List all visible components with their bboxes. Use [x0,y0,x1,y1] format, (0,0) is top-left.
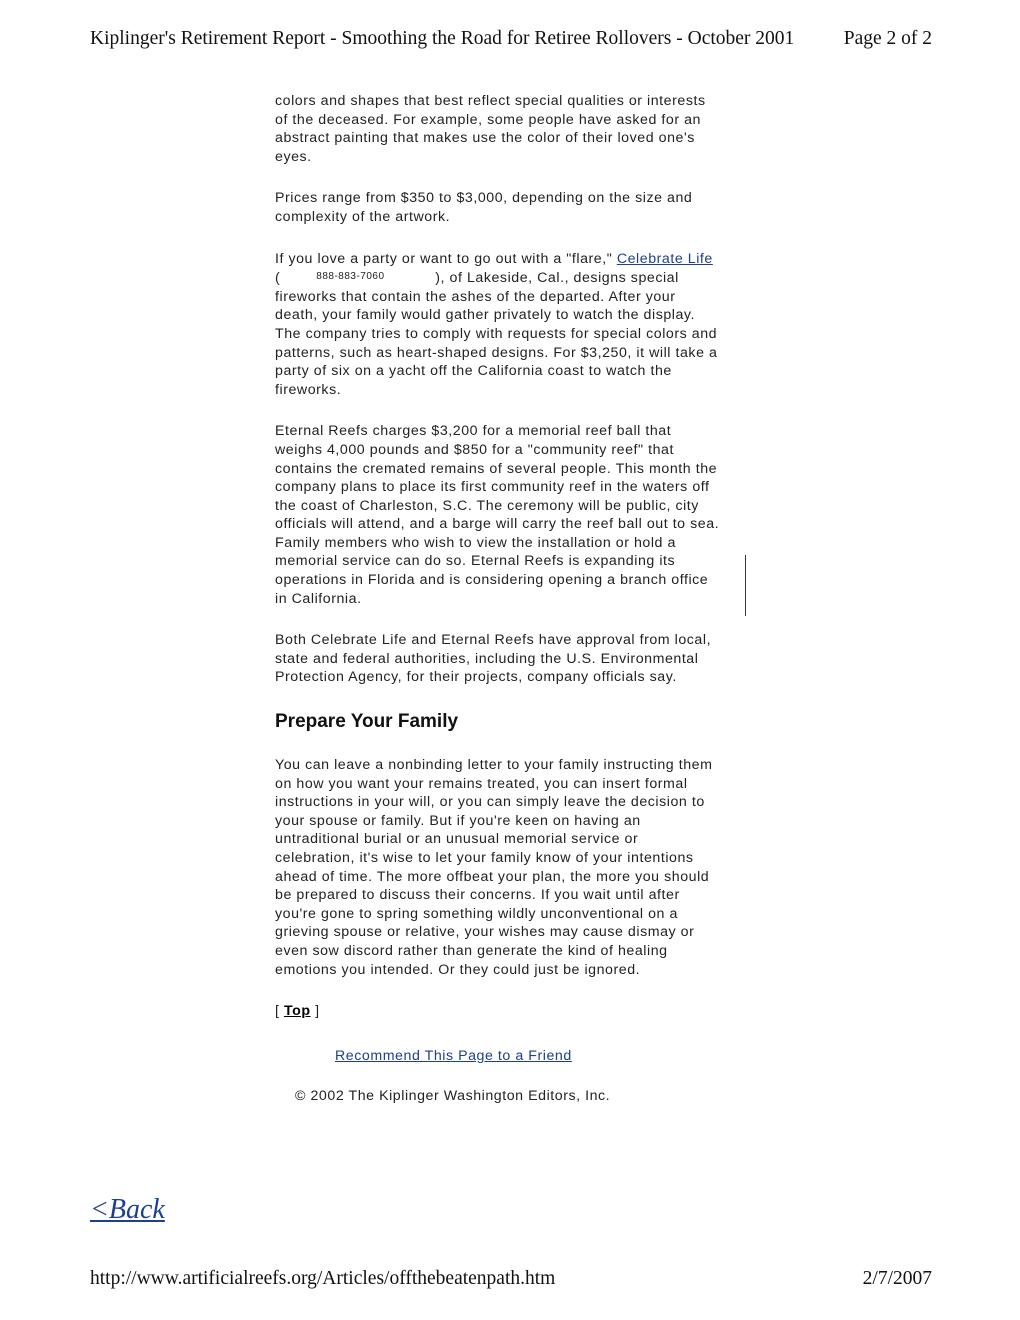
print-header [90,28,932,54]
paragraph-eternal-reefs: Eternal Reefs charges $3,200 for a memorial reef ball that weighs 4,000 pounds and $850 for a "community reef" that contains the cremated remains of several people. This month the company plans to place its first community reef in the waters off the coast of Charleston, S.C. The ceremony will be public, city officials will attend, and a barge will carry the reef ball out to sea. Family members who wish to view the installation or hold a memorial service can do so. Eternal Reefs is expanding its operations in Florida and is considering opening a branch office in California. [275,423,720,607]
paragraph-artwork-colors: colors and shapes that best reflect special qualities or interests of the deceased. For example, some people have asked for an abstract painting that makes use the color of their loved one's eyes. [275,93,706,165]
phone-number: 888-883-7060 [316,271,385,283]
recommend-row [335,1047,720,1066]
vertical-rule [745,555,746,616]
paragraph-text: If you love a party or want to go out with a "flare," [275,250,617,267]
print-date: 2/7/2007 [862,1268,932,1289]
bracket-open: [ [275,1003,284,1020]
page-number: Page 2 of 2 [843,28,932,49]
top-link[interactable]: Top [283,1003,311,1020]
recommend-link[interactable]: Recommend This Page to a Friend [335,1047,572,1064]
paren-open: ( [275,270,281,287]
section-heading: Prepare Your Family [275,711,459,733]
paragraph-celebrate-life [275,250,720,400]
paragraph-approval: Both Celebrate Life and Eternal Reefs have approval from local, state and federal authorities, including the U.S. Environmental Protection Agency, for their projects, company officials say. [275,632,712,686]
print-footer [90,1268,932,1292]
top-nav [275,1002,720,1021]
article-body [275,92,720,1106]
bracket-close: ] [310,1003,320,1020]
copyright: © 2002 The Kiplinger Washington Editors, Inc. [295,1088,611,1105]
document-title: Kiplinger's Retirement Report - Smoothing the Road for Retiree Rollovers - October 2001 [90,28,795,49]
paragraph-text: ), of Lakeside, Cal., designs special fireworks that contain the ashes of the departed. After your death, your family would gather privately to watch the display. The company tries to comply with requests for special colors and patterns, such as heart-shaped designs. For $3,250, it will take a party of six on a yacht off the California coast to watch the fireworks. [275,270,718,398]
paragraph-prepare-family: You can leave a nonbinding letter to your family instructing them on how you want your remains treated, you can insert formal instructions in your will, or you can simply leave the decision to your spouse or family. But if you're keen on having an untraditional burial or an unusual memorial service or celebration, it's wise to let your family know of your intentions ahead of time. The more offbeat your plan, the more you should be prepared to discuss their concerns. If you wait until after you're gone to spring something wildly unconventional on a grieving spouse or relative, your wishes may cause dismay or even sow discord rather than generate the kind of healing emotions you intended. Or they could just be ignored. [275,757,713,978]
celebrate-life-link[interactable]: Celebrate Life [616,250,713,267]
back-link[interactable]: <Back [90,1194,165,1225]
page-url: http://www.artificialreefs.org/Articles/offthebeatenpath.htm [90,1268,556,1289]
paragraph-prices: Prices range from $350 to $3,000, depending on the size and complexity of the artwork. [275,190,693,225]
